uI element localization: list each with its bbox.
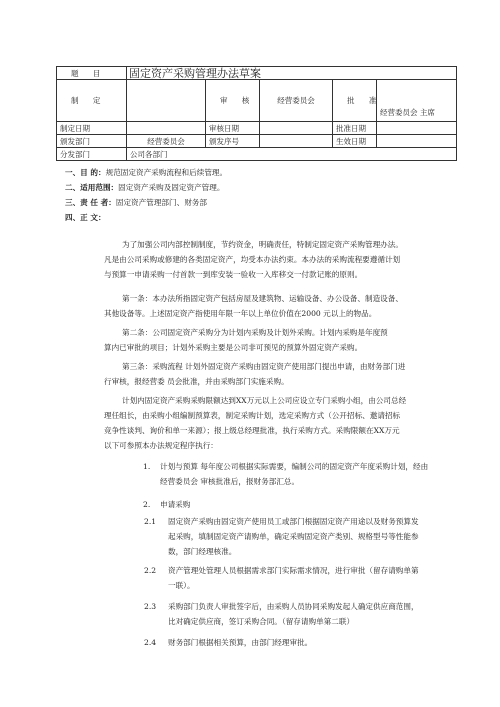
section-label: 二、适用范围： [65,183,119,192]
review-value: 经营委员会 [260,80,333,122]
body-line: 算内已审批的项目；计划外采购主要是公司非可预见的预算外固定资产采购。 [104,343,363,352]
section-body-heading [65,213,106,223]
issue-dept-label: 颁发部门 [57,135,127,148]
article-2: 第二条：公司固定资产采购分为计划内采购及计划外采购。计划内采购是年度预 [122,328,388,337]
step-line: 经营委员会 审核批准后，报财务部汇总。 [160,477,300,486]
approve-date-label: 批准日期 [333,122,377,135]
substep-line: 财务部门根据相关预算，由部门经理审批。 [168,638,313,647]
section-responsible [65,198,207,208]
document-title: 固定资产采购管理办法草案 [127,67,457,80]
body-line: 凡是由公司采购或修建的各类固定资产，均受本办法约束。本办法的采购流程要遵循计划 [104,255,401,264]
body-line: 与预算一申请采购一付首款一到库安装一验收一入库移交一付款记账的原则。 [104,270,363,279]
review-date-value [260,122,333,135]
section-text: 固定资产管理部门、财务部 [115,198,207,207]
issue-no-label: 颁发序号 [206,135,260,148]
body-line: 以下可参照本办法规定程序执行： [104,441,218,450]
step-number: 2. [143,500,151,509]
article-3: 第三条：采购流程 计划外固定资产采购由固定资产使用部门提出申请，由财务部门进 [122,362,406,371]
section-text: 规范固定资产采购流程和后续管理。 [105,168,228,177]
section-scope [65,183,224,193]
substep-number: 2.4 [144,638,157,647]
section-label: 三、责 任 者： [65,198,116,207]
review-label: 审 核 [206,80,260,122]
effective-date-value [377,135,457,148]
substep-line: 采购部门负责人审批签字后，由采购人员协同采购发起人确定供应商范围， [168,602,419,611]
approve-value: 经营委员会 主席 [377,80,457,122]
body-line: 理任组长，由采购小组编制预算表，制定采购计划，选定采购方式（公开招标、邀请招标 [104,411,401,420]
substep-line: 比对确定供应商，签订采购合同。（留存请购单第二联） [168,617,355,626]
section-text: 固定资产采购及固定资产管理。 [118,183,225,192]
effective-date-label: 生效日期 [333,135,377,148]
substep-line: 资产管理处管理人员根据需求部门实际需求情况，进行审批（留存请购单第 [168,566,419,575]
substep-line: 数，部门经理核准。 [168,547,237,556]
step-line: 申请采购 [160,500,191,509]
section-label: 一、目 的： [65,168,106,177]
body-line: 其他设备等。上述固定资产指使用年限一年以上单位价值在2000 元以上的物品。 [104,309,377,318]
substep-number: 2.2 [144,566,157,575]
substep-number: 2.1 [144,517,157,526]
section-purpose [65,168,227,178]
article-1: 第一条：本办法所指固定资产包括房屋及建筑物、运输设备、办公设备、制造设备、 [122,294,403,303]
made-label: 制 定 [57,80,127,122]
dist-dept-value: 公司各部门 [127,148,457,161]
issue-no-value [260,135,333,148]
made-date-label: 制定日期 [57,122,127,135]
body-line: 竞争性谈判、询价和单一来源）；报上级总经理批准，执行采购方式。采购限额在XX万元 [104,426,400,435]
substep-line: 起采购，填制固定资产请购单，确定采购固定资产类别、规格型号等性能参 [168,532,419,541]
approve-label: 批 准 [333,80,377,122]
body-line: 为了加强公司内部控制制度，节约资金，明确责任，特制定固定资产采购管理办法。 [122,240,403,249]
dist-dept-label: 分发部门 [57,148,127,161]
header-table [56,66,457,161]
made-date-value [127,122,206,135]
body-line: 行审核，报经营委 员会批准，并由采购部门实施采购。 [104,377,289,386]
substep-line: 一联）。 [168,581,195,590]
issue-dept-value: 经营委员会 [127,135,206,148]
body-line: 计划内固定资产采购采购限额达到XX万元以上公司应设立专门采购小组，由公司总经 [122,396,407,405]
substep-number: 2.3 [144,602,157,611]
section-label: 四、正 文： [65,213,106,222]
substep-line: 固定资产采购由固定资产使用员工或部门根据固定资产用途以及财务预算发 [168,517,419,526]
review-date-label: 审核日期 [206,122,260,135]
step-number: 1. [143,462,151,471]
made-value [127,80,206,122]
step-line: 计划与预算 每年度公司根据实际需要，编制公司的固定资产年度采购计划，经由 [160,462,429,471]
title-label: 题 目 [57,67,127,80]
approve-date-value [377,122,457,135]
